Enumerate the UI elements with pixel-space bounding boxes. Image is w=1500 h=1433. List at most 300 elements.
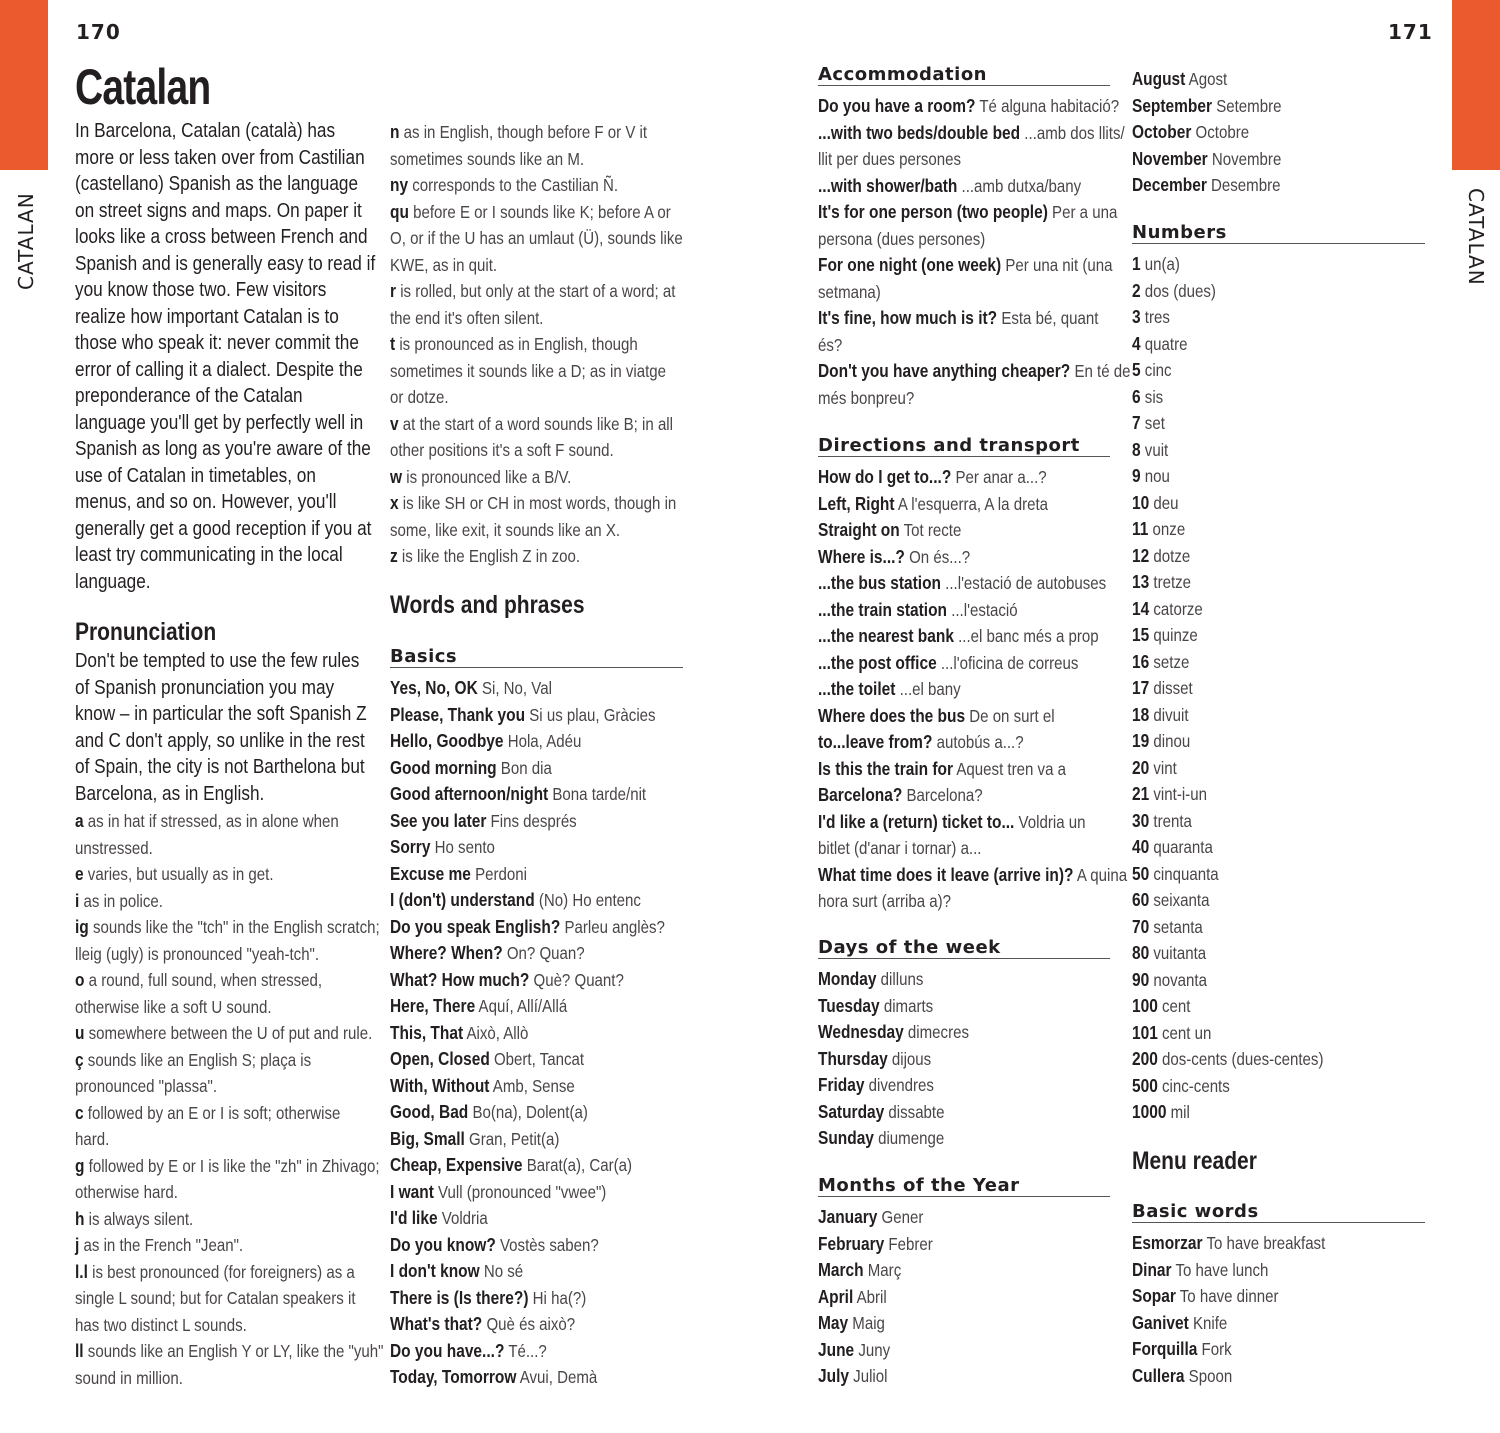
entry-definition: is pronounced as in English, though [395, 334, 638, 354]
entry-definition: sounds like an English Y or LY, like the "yuh" [83, 1341, 384, 1361]
entry-line [1132, 1310, 1325, 1337]
entry-definition: novanta [1149, 969, 1207, 990]
page-number-left: 170 [76, 20, 121, 44]
entry-term: Saturday [818, 1101, 885, 1122]
words-phrases-heading: Words and phrases [390, 591, 585, 619]
accommodation-heading: Accommodation [818, 64, 1110, 86]
entry-line [1132, 1073, 1323, 1100]
entry-term: 13 [1132, 572, 1150, 592]
entry-line [818, 173, 1131, 200]
entry-term: Big, Small [390, 1128, 465, 1149]
entry-line [75, 835, 384, 862]
entry-line [390, 914, 665, 941]
entry-term: Barcelona? [818, 785, 903, 805]
entry-definition: Esta bé, quant [997, 308, 1099, 328]
entry-term: Sopar [1132, 1286, 1176, 1306]
entry-line [390, 1338, 665, 1365]
entry-definition: autobús a...? [932, 732, 1024, 752]
entry-line [1132, 781, 1323, 808]
entry-line [1132, 251, 1323, 278]
entry-line [390, 517, 683, 544]
entry-term: Do you have...? [390, 1340, 505, 1361]
entry-line [390, 1258, 665, 1285]
entry-line [1132, 543, 1323, 570]
basic-words-heading: Basic words [1132, 1201, 1425, 1223]
entry-line [390, 861, 665, 888]
entry-term: Do you know? [390, 1234, 496, 1255]
entry-term: Ganivet [1132, 1312, 1189, 1333]
entry-term: Tuesday [818, 995, 880, 1016]
months-list-2 [1132, 66, 1306, 199]
entry-definition: setanta [1149, 916, 1203, 937]
entry-definition: some, like exit, it sounds like an X. [390, 519, 621, 540]
entry-term: This, That [390, 1022, 464, 1043]
entry-term: r [390, 281, 397, 301]
entry-term: I'd like [390, 1208, 438, 1228]
entry-definition: hard. [75, 1129, 110, 1149]
entry-term: Left, Right [818, 493, 895, 514]
entry-term: a [75, 811, 84, 831]
entry-line [818, 146, 1131, 173]
entry-definition: Novembre [1207, 148, 1282, 169]
entry-definition: Fork [1197, 1339, 1232, 1359]
entry-definition: Aquest tren va a [953, 758, 1067, 779]
entry-definition: setze [1149, 651, 1190, 672]
entry-line [390, 808, 665, 835]
entry-term: u [75, 1023, 85, 1043]
entry-line [390, 1126, 665, 1153]
entry-definition: followed by E or I is like the "zh" in Zhivago; [84, 1155, 380, 1176]
entry-term: Open, Closed [390, 1049, 490, 1069]
entry-definition: A quina [1073, 864, 1128, 885]
entry-term: Excuse me [390, 863, 471, 884]
entry-definition: the end it's often silent. [390, 307, 544, 328]
entry-line [818, 966, 969, 993]
entry-line [390, 252, 683, 279]
entry-term: c [75, 1102, 84, 1123]
entry-term: 20 [1132, 757, 1150, 778]
entry-line [1132, 1230, 1325, 1257]
entry-definition: Hi ha(?) [528, 1287, 587, 1308]
entry-term: Esmorzar [1132, 1233, 1203, 1253]
entry-line [75, 1020, 384, 1047]
entry-line [818, 252, 1131, 279]
entry-line [75, 1073, 384, 1100]
entry-term: i [75, 890, 80, 911]
entry-line [818, 93, 1131, 120]
entry-term: Sunday [818, 1128, 874, 1148]
entry-definition: Fins després [486, 810, 577, 831]
numbers-heading: Numbers [1132, 222, 1425, 244]
entry-term: e [75, 864, 84, 884]
page-number-right: 171 [1388, 20, 1433, 44]
entry-definition: Setembre [1212, 95, 1282, 116]
entry-line [390, 384, 683, 411]
entry-term: August [1132, 69, 1186, 89]
entry-definition: Spoon [1184, 1365, 1233, 1386]
entry-line [1132, 1336, 1325, 1363]
entry-definition: Voldria un [1014, 811, 1086, 832]
entry-line [818, 623, 1127, 650]
entry-line [1132, 66, 1281, 93]
entry-term: Where is...? [818, 546, 905, 567]
entry-line [390, 543, 683, 570]
entry-definition: (No) Ho entenc [534, 890, 641, 910]
entry-term: 3 [1132, 307, 1141, 327]
entry-line [1132, 490, 1323, 517]
entry-definition: No sé [479, 1261, 524, 1281]
entry-definition: En té de [1070, 361, 1131, 381]
entry-definition: cinc-cents [1157, 1075, 1230, 1096]
entry-definition: ...amb dos llits/ [1020, 122, 1125, 143]
entry-term: ...the post office [818, 652, 937, 673]
entry-term: ç [75, 1049, 84, 1070]
entry-definition: before E or I sounds like K; before A or [408, 201, 671, 222]
entry-term: ll [75, 1341, 84, 1361]
entry-definition: vint-i-un [1149, 784, 1207, 804]
entry-term: 500 [1132, 1075, 1158, 1096]
entry-term: x [390, 493, 399, 513]
accent-tab-left [0, 0, 48, 170]
entry-definition: Desembre [1206, 175, 1281, 195]
entry-term: Is this the train for [818, 758, 954, 779]
entry-term: h [75, 1208, 85, 1229]
entry-definition: cent un [1157, 1022, 1212, 1043]
entry-line [818, 279, 1131, 306]
entry-definition: cent [1157, 996, 1191, 1016]
entry-term: February [818, 1233, 885, 1254]
entry-definition: deu [1149, 492, 1179, 513]
entry-line [818, 993, 969, 1020]
entry-definition: lleig (ugly) is pronounced "yeah-tch". [75, 943, 320, 964]
entry-term: I (don't) understand [390, 890, 535, 910]
entry-definition: sis [1140, 386, 1164, 407]
entry-definition: To have dinner [1175, 1286, 1279, 1306]
entry-definition: otherwise like a soft U sound. [75, 996, 272, 1017]
entry-term: See you later [390, 810, 487, 831]
entry-definition: as in hat if stressed, as in alone when [83, 811, 339, 831]
entry-definition: Per una nit (una [1001, 255, 1113, 275]
entry-line [1132, 702, 1323, 729]
entry-line [75, 1312, 384, 1339]
entry-definition: cinc [1140, 360, 1172, 380]
entry-line [75, 1047, 384, 1074]
entry-line [1132, 1363, 1325, 1390]
entry-line [1132, 410, 1323, 437]
entry-line [390, 1285, 665, 1312]
entry-definition: dilluns [876, 969, 924, 989]
entry-line [75, 941, 384, 968]
entry-line [390, 225, 683, 252]
basic-words-list [1132, 1230, 1357, 1389]
entry-line [75, 1259, 384, 1286]
entry-term: It's for one person (two people) [818, 202, 1048, 222]
entry-definition: disset [1149, 678, 1193, 698]
entry-line [1132, 357, 1323, 384]
entry-term: o [75, 970, 85, 990]
entry-line [818, 517, 1127, 544]
entry-definition: Gener [877, 1207, 924, 1227]
entry-line [75, 808, 384, 835]
entry-term: I want [390, 1181, 434, 1202]
entry-term: Where? When? [390, 943, 503, 963]
entry-definition: sometimes sounds like an M. [390, 148, 585, 169]
entry-term: Friday [818, 1075, 865, 1095]
entry-definition: A l'esquerra, A la dreta [894, 493, 1049, 514]
entry-line [390, 278, 683, 305]
entry-term: How do I get to...? [818, 467, 952, 487]
entry-definition: Si us plau, Gràcies [525, 704, 656, 725]
entry-definition: vint [1149, 757, 1177, 778]
entry-term: Please, Thank you [390, 704, 526, 725]
entry-definition: ...l'estació de autobuses [940, 573, 1107, 593]
entry-line [1132, 331, 1323, 358]
entry-line [818, 226, 1131, 253]
entry-definition: Tot recte [899, 520, 962, 540]
entry-line [390, 1179, 665, 1206]
entry-term: Yes, No, OK [390, 678, 478, 698]
entry-term: Do you speak English? [390, 916, 561, 937]
entry-term: March [818, 1260, 864, 1280]
entry-line [390, 781, 665, 808]
entry-definition: Maig [848, 1313, 885, 1333]
entry-line [1132, 304, 1323, 331]
page-title: Catalan [75, 59, 211, 115]
entry-definition: Vull (pronounced "vwee") [433, 1181, 607, 1202]
entry-term: 1000 [1132, 1102, 1167, 1122]
entry-line [818, 1284, 933, 1311]
entry-line [390, 1073, 665, 1100]
entry-line [1132, 1257, 1325, 1284]
entry-term: 90 [1132, 969, 1150, 990]
entry-definition: Parleu anglès? [560, 916, 665, 937]
entry-definition: és? [818, 334, 843, 355]
entry-line [390, 1364, 665, 1391]
entry-line [390, 755, 665, 782]
entry-line [818, 464, 1127, 491]
entry-definition: To have lunch [1171, 1259, 1269, 1280]
entry-term: Where does the bus [818, 705, 966, 726]
entry-definition: tres [1140, 307, 1170, 327]
entry-term: ny [390, 175, 409, 195]
entry-line [818, 862, 1127, 889]
entry-line [1132, 887, 1323, 914]
entry-line [75, 1285, 384, 1312]
entry-definition: as in police. [79, 890, 163, 911]
entry-term: ...the bus station [818, 573, 941, 593]
entry-line [818, 888, 1127, 915]
entry-line [1132, 278, 1323, 305]
entry-line [390, 358, 683, 385]
entry-term: 14 [1132, 598, 1150, 619]
entry-definition: divuit [1149, 704, 1189, 725]
entry-term: 21 [1132, 784, 1150, 804]
entry-line [390, 993, 665, 1020]
menu-reader-heading: Menu reader [1132, 1147, 1257, 1175]
entry-line [1132, 437, 1323, 464]
entry-line [390, 331, 683, 358]
entry-line [818, 703, 1127, 730]
entry-definition: divendres [864, 1075, 934, 1095]
entry-line [390, 172, 683, 199]
entry-definition: hora surt (arriba a)? [818, 891, 952, 911]
entry-term: 101 [1132, 1022, 1158, 1043]
entry-line [1132, 596, 1323, 623]
entry-line [818, 544, 1127, 571]
entry-definition: Agost [1185, 69, 1228, 89]
entry-term: 60 [1132, 890, 1150, 910]
entry-line [75, 1126, 384, 1153]
entry-term: ...the toilet [818, 679, 896, 699]
entry-definition: corresponds to the Castilian Ñ. [408, 175, 619, 195]
entry-line [1132, 967, 1323, 994]
entry-definition: quinze [1149, 625, 1198, 645]
entry-definition: or dotze. [390, 387, 449, 407]
months-list-1 [818, 1204, 951, 1390]
entry-definition: més bonpreu? [818, 387, 915, 408]
entry-definition: dijous [887, 1048, 932, 1069]
entry-term: 15 [1132, 625, 1150, 645]
entry-term: Monday [818, 969, 877, 989]
entry-line [818, 782, 1127, 809]
entry-line [390, 702, 665, 729]
pronunciation-intro: Don't be tempted to use the few rules of Spanish pronunciation you may know – in particular the soft Spanish Z and C don't apply, so unlike in the rest of Spain, the city is not Barthelona but Barcelona, as in English. [75, 650, 367, 805]
entry-line [818, 809, 1127, 836]
entry-term: 19 [1132, 731, 1150, 751]
entry-line [818, 1204, 933, 1231]
entry-definition: a round, full sound, when stressed, [84, 970, 323, 990]
entry-definition: De on surt el [965, 705, 1055, 726]
entry-line [818, 1125, 969, 1152]
entry-line [818, 650, 1127, 677]
entry-definition: Barcelona? [902, 785, 983, 805]
entry-line [75, 1153, 384, 1180]
entry-line [818, 597, 1127, 624]
entry-line [1132, 993, 1323, 1020]
directions-heading: Directions and transport [818, 435, 1110, 457]
entry-definition: quatre [1140, 333, 1188, 354]
entry-definition: Bon dia [496, 757, 552, 778]
pronunciation-rules-1 [75, 808, 434, 1391]
entry-line [818, 570, 1127, 597]
entry-definition: Bona tarde/nit [548, 784, 647, 804]
entry-line [390, 437, 683, 464]
entry-definition: On és...? [904, 546, 971, 567]
entry-line [75, 914, 384, 941]
entry-term: Don't you have anything cheaper? [818, 361, 1071, 381]
entry-definition: Què? Quant? [529, 969, 624, 990]
entry-term: I'd like a (return) ticket to... [818, 811, 1015, 832]
entry-definition: On? Quan? [502, 943, 585, 963]
entry-definition: catorze [1149, 598, 1203, 619]
entry-line [75, 888, 384, 915]
entry-line [818, 385, 1131, 412]
entry-term: October [1132, 122, 1192, 142]
entry-definition: ...el banc més a prop [953, 626, 1099, 646]
entry-line [1132, 728, 1323, 755]
entry-term: Here, There [390, 996, 476, 1016]
entry-term: January [818, 1207, 878, 1227]
entry-definition: as in English, though before F or V it [399, 122, 648, 142]
entry-line [390, 728, 665, 755]
entry-term: What's that? [390, 1314, 483, 1334]
entry-line [75, 994, 384, 1021]
entry-line [390, 1311, 665, 1338]
entry-definition: vuitanta [1149, 943, 1207, 963]
entry-definition: dissabte [884, 1101, 945, 1122]
entry-definition: nou [1140, 466, 1170, 486]
entry-term: ...the nearest bank [818, 626, 954, 646]
entry-term: 17 [1132, 678, 1150, 698]
entry-term: Straight on [818, 520, 900, 540]
entry-line [818, 1337, 933, 1364]
entry-line [1132, 755, 1323, 782]
entry-definition: Barat(a), Car(a) [522, 1155, 633, 1175]
entry-definition: llit per dues persones [818, 149, 962, 169]
entry-term: ...with two beds/double bed [818, 122, 1021, 143]
entry-term: What? How much? [390, 969, 530, 990]
entry-term: 100 [1132, 996, 1158, 1016]
entry-line [818, 1310, 933, 1337]
entry-line [390, 940, 665, 967]
entry-definition: sounds like an English S; plaça is [83, 1049, 312, 1070]
entry-line [818, 1072, 969, 1099]
entry-definition: trenta [1149, 810, 1192, 831]
days-list [818, 966, 994, 1152]
entry-definition: quaranta [1149, 837, 1213, 857]
entry-definition: otherwise hard. [75, 1182, 178, 1202]
entry-line [818, 676, 1127, 703]
accommodation-list [818, 93, 1181, 411]
entry-definition: Això, Allò [463, 1022, 529, 1043]
entry-definition: set [1140, 413, 1165, 433]
entry-term: v [390, 413, 399, 434]
entry-definition: Amb, Sense [489, 1075, 575, 1096]
entry-definition: un(a) [1140, 254, 1180, 274]
entry-term: What time does it leave (arrive in)? [818, 864, 1074, 885]
entry-term: to...leave from? [818, 732, 933, 752]
entry-term: 50 [1132, 863, 1150, 884]
entry-line [1132, 834, 1323, 861]
entry-definition: mil [1166, 1102, 1190, 1122]
entry-line [390, 1046, 665, 1073]
entry-term: Good morning [390, 757, 497, 778]
entry-term: April [818, 1286, 854, 1307]
entry-line [818, 199, 1131, 226]
pronunciation-rules-2 [390, 119, 730, 570]
entry-definition: single L sound; but for Catalan speakers it [75, 1288, 356, 1308]
entry-definition: at the start of a word sounds like B; in all [398, 413, 674, 434]
entry-term: 1 [1132, 254, 1141, 274]
basics-heading: Basics [390, 646, 683, 668]
entry-term: 6 [1132, 386, 1141, 407]
entry-definition: dotze [1149, 545, 1191, 566]
entry-definition: Març [863, 1260, 902, 1280]
entry-line [1132, 172, 1281, 199]
entry-definition: Febrer [884, 1233, 933, 1254]
entry-definition: as in the French "Jean". [79, 1235, 244, 1255]
accent-tab-right [1452, 0, 1500, 170]
entry-term: Cheap, Expensive [390, 1155, 523, 1175]
numbers-list [1132, 251, 1355, 1126]
entry-line [75, 1100, 384, 1127]
entry-term: ig [75, 917, 89, 937]
entry-definition: cinquanta [1149, 863, 1219, 884]
entry-term: Thursday [818, 1048, 888, 1069]
entry-line [1132, 1099, 1323, 1126]
entry-definition: dimecres [903, 1022, 969, 1042]
entry-line [1132, 622, 1323, 649]
